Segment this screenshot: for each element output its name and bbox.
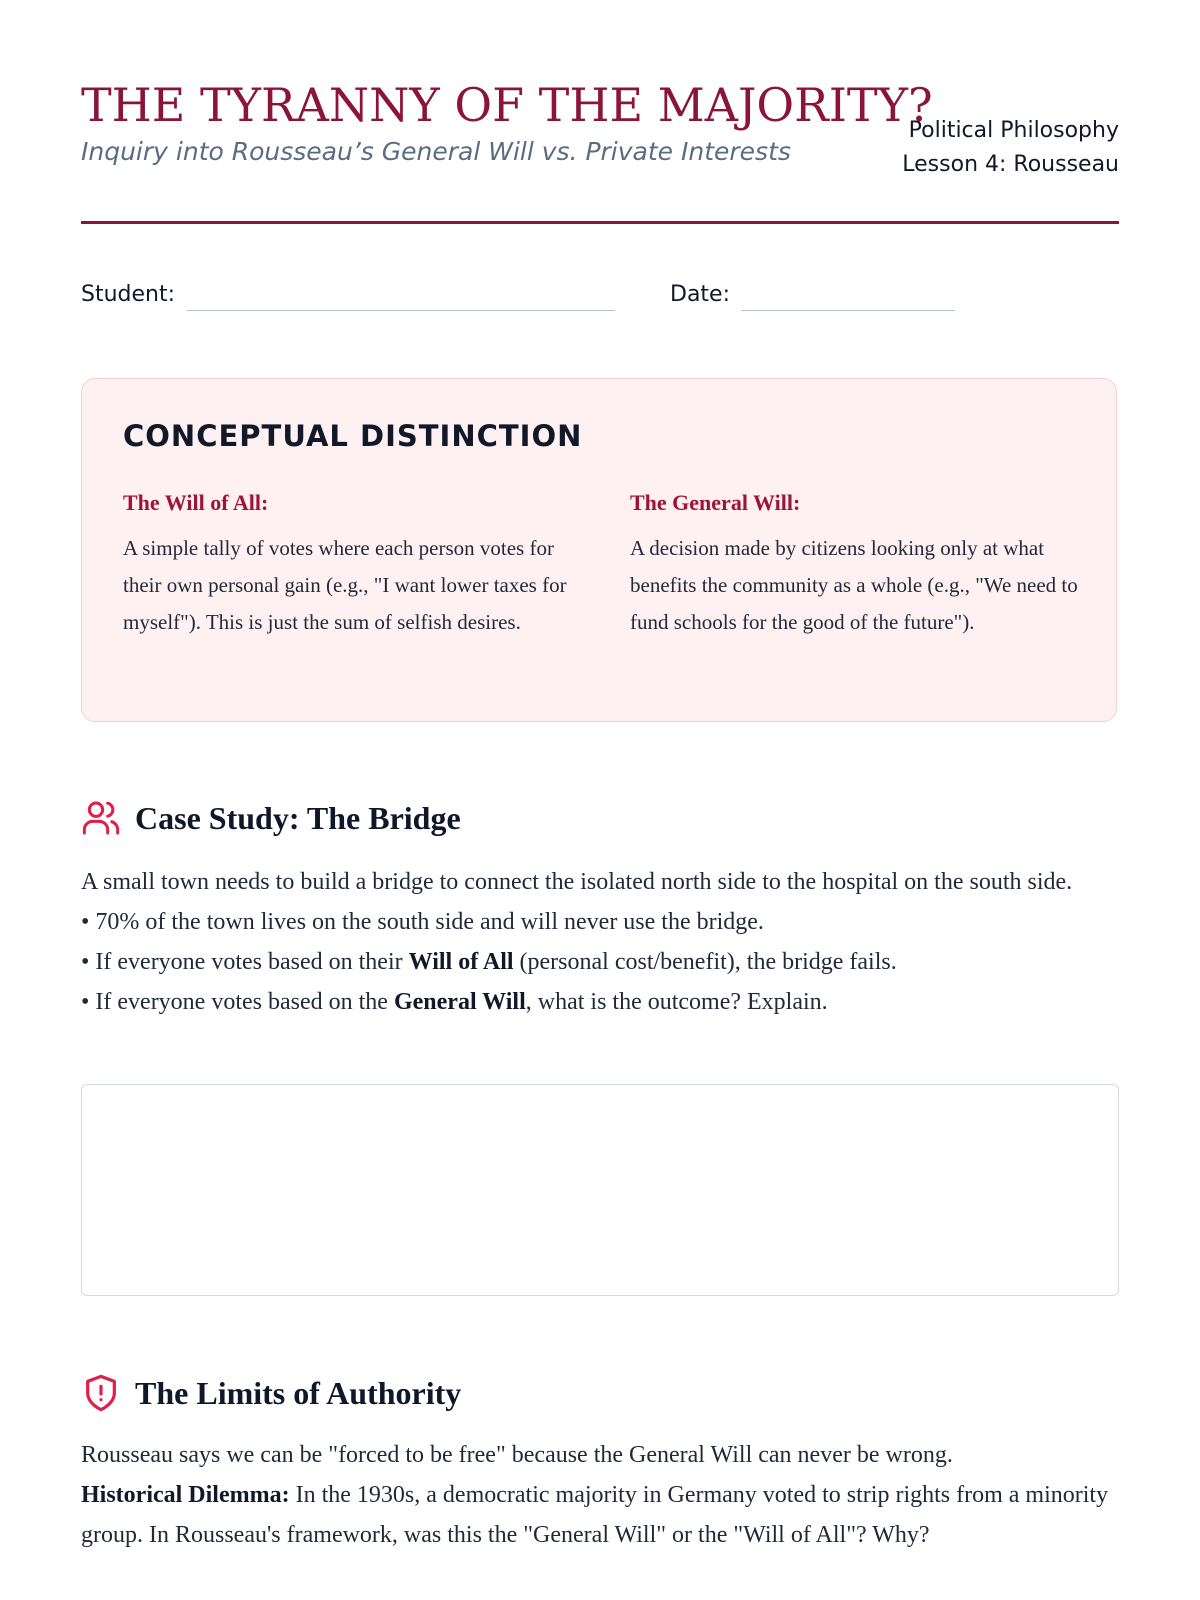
general-will-definition: A decision made by citizens looking only at what benefits the community as a whole (e.g., "We need to fund schools for the good of the future"). [630, 536, 1078, 634]
case-study-bullet [81, 982, 1121, 1022]
bullet-emphasis: General Will [393, 989, 526, 1015]
student-label: Student: [81, 282, 176, 307]
course-name: Political Philosophy [908, 118, 1119, 143]
case-study-bullet [81, 942, 1121, 982]
general-will-term: The General Will: [630, 490, 801, 515]
case-study-heading: Case Study: The Bridge [135, 799, 461, 836]
limits-heading: The Limits of Authority [135, 1374, 462, 1411]
worksheet-header [81, 78, 1119, 177]
page-subtitle: Inquiry into Rousseau’s General Will vs. Private Interests [81, 137, 791, 167]
concept-heading: CONCEPTUAL DISTINCTION [123, 419, 583, 453]
bullet-text: • If everyone votes based on their [81, 949, 409, 975]
bullet-text: • If everyone votes based on the [81, 989, 394, 1015]
student-info-fields [81, 278, 1119, 314]
will-of-all-column [123, 490, 573, 641]
date-label: Date: [670, 282, 730, 307]
header-divider [81, 221, 1119, 224]
date-field[interactable] [741, 310, 955, 311]
case-study-intro: A small town needs to build a bridge to connect the isolated north side to the hospital on the south side. [81, 869, 1073, 895]
limits-text [81, 1435, 1121, 1555]
bullet-text: (personal cost/benefit), the bridge fails. [513, 949, 897, 975]
limits-dilemma [81, 1475, 1121, 1555]
bullet-text: , what is the outcome? Explain. [525, 989, 828, 1015]
case-study-text [81, 862, 1121, 1022]
case-study-header [81, 798, 461, 838]
general-will-column [630, 490, 1080, 641]
limits-statement: Rousseau says we can be "forced to be free" because the General Will can never be wrong. [81, 1442, 953, 1468]
bullet-emphasis: Will of All [408, 949, 514, 975]
dilemma-label: Historical Dilemma: [81, 1482, 290, 1508]
student-name-field[interactable] [187, 310, 615, 311]
lesson-meta [902, 114, 1119, 182]
conceptual-distinction-panel [81, 378, 1117, 722]
case-study-bullet: • 70% of the town lives on the south side and will never use the bridge. [81, 909, 764, 935]
users-icon [81, 798, 121, 838]
will-of-all-definition: A simple tally of votes where each person votes for their own personal gain (e.g., "I want lower taxes for myself"). This is just the sum of selfish desires. [123, 536, 567, 634]
page-title: THE TYRANNY OF THE MAJORITY? [81, 78, 933, 132]
will-of-all-term: The Will of All: [123, 490, 269, 515]
limits-header [81, 1373, 461, 1413]
shield-alert-icon [81, 1373, 121, 1413]
case-study-answer-box[interactable] [81, 1084, 1119, 1296]
lesson-name: Lesson 4: Rousseau [902, 152, 1119, 177]
dilemma-text: In the 1930s, a democratic majority in Germany voted to strip rights from a minority group. In Rousseau's framework, was this the "General Will" or the "Will of All"? Why? [81, 1482, 1109, 1548]
